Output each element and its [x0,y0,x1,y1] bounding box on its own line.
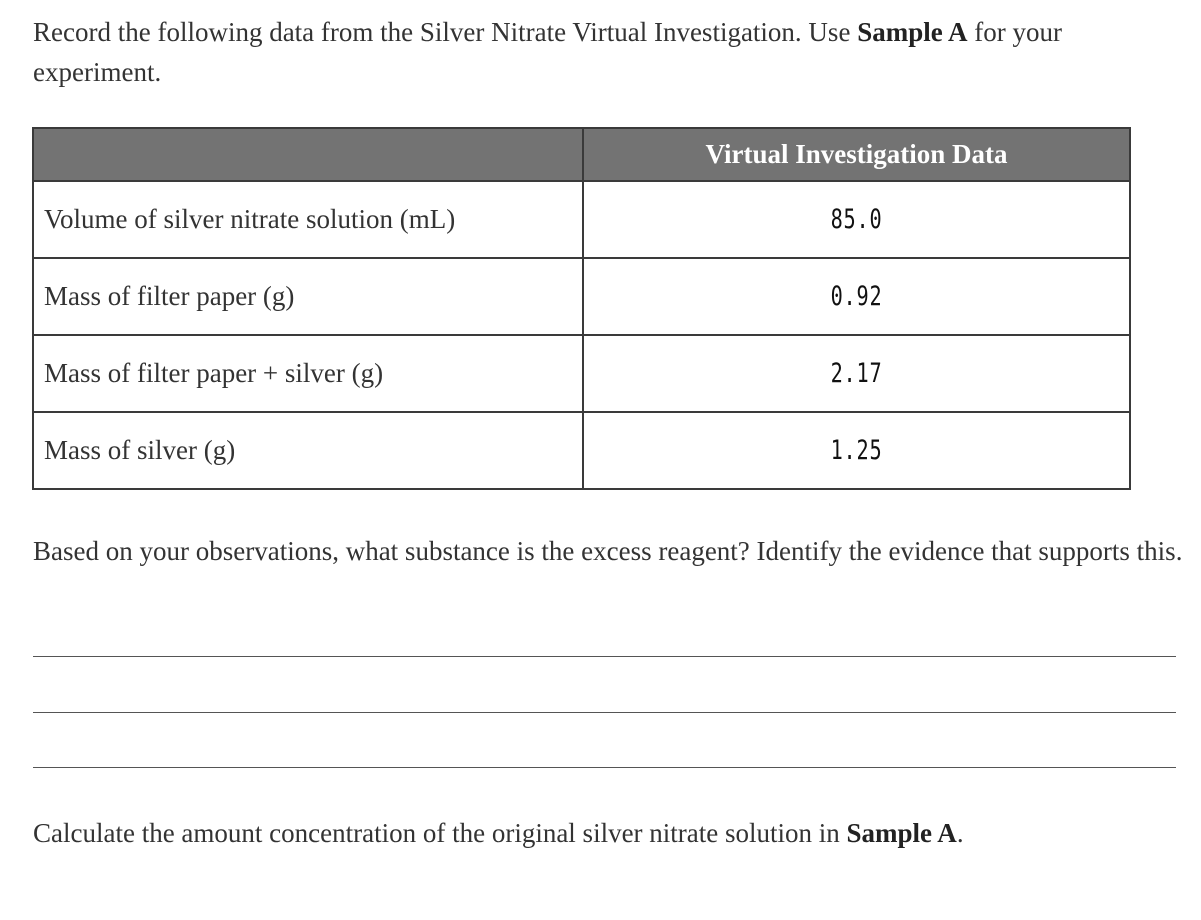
row-value-filter-paper[interactable]: 0.92 [651,258,1061,335]
concentration-question [33,813,1183,853]
concentration-question-end: . [956,818,964,848]
sample-label: Sample A [857,17,968,47]
row-label-silver: Mass of silver (g) [33,412,583,489]
answer-line[interactable] [33,656,1176,657]
instructions-text-end: for your experiment. [33,17,1062,87]
row-label-filter-paper: Mass of filter paper (g) [33,258,583,335]
answer-line[interactable] [33,767,1176,768]
table-row [33,181,1130,258]
row-label-volume: Volume of silver nitrate solution (mL) [33,181,583,258]
instructions-text [33,12,1173,92]
instructions-text-start: Record the following data from the Silver Nitrate Virtual Investigation. Use [33,17,858,47]
table-row [33,335,1130,412]
concentration-question-start: Calculate the amount concentration of the original silver nitrate solution in [33,818,847,848]
sample-label: Sample A [846,818,957,848]
data-table [32,127,1131,490]
header-empty-cell [33,128,583,181]
excess-reagent-question: Based on your observations, what substance is the excess reagent? Identify the evidence that supports this. [33,536,1183,566]
table-header-row [33,128,1130,181]
table-row [33,412,1130,489]
row-value-volume[interactable]: 85.0 [651,181,1061,258]
answer-line[interactable] [33,712,1176,713]
row-value-filter-paper-silver[interactable]: 2.17 [651,335,1061,412]
table-row [33,258,1130,335]
row-label-filter-paper-silver: Mass of filter paper + silver (g) [33,335,583,412]
header-virtual-investigation-data: Virtual Investigation Data [583,128,1130,181]
row-value-silver[interactable]: 1.25 [651,412,1061,489]
